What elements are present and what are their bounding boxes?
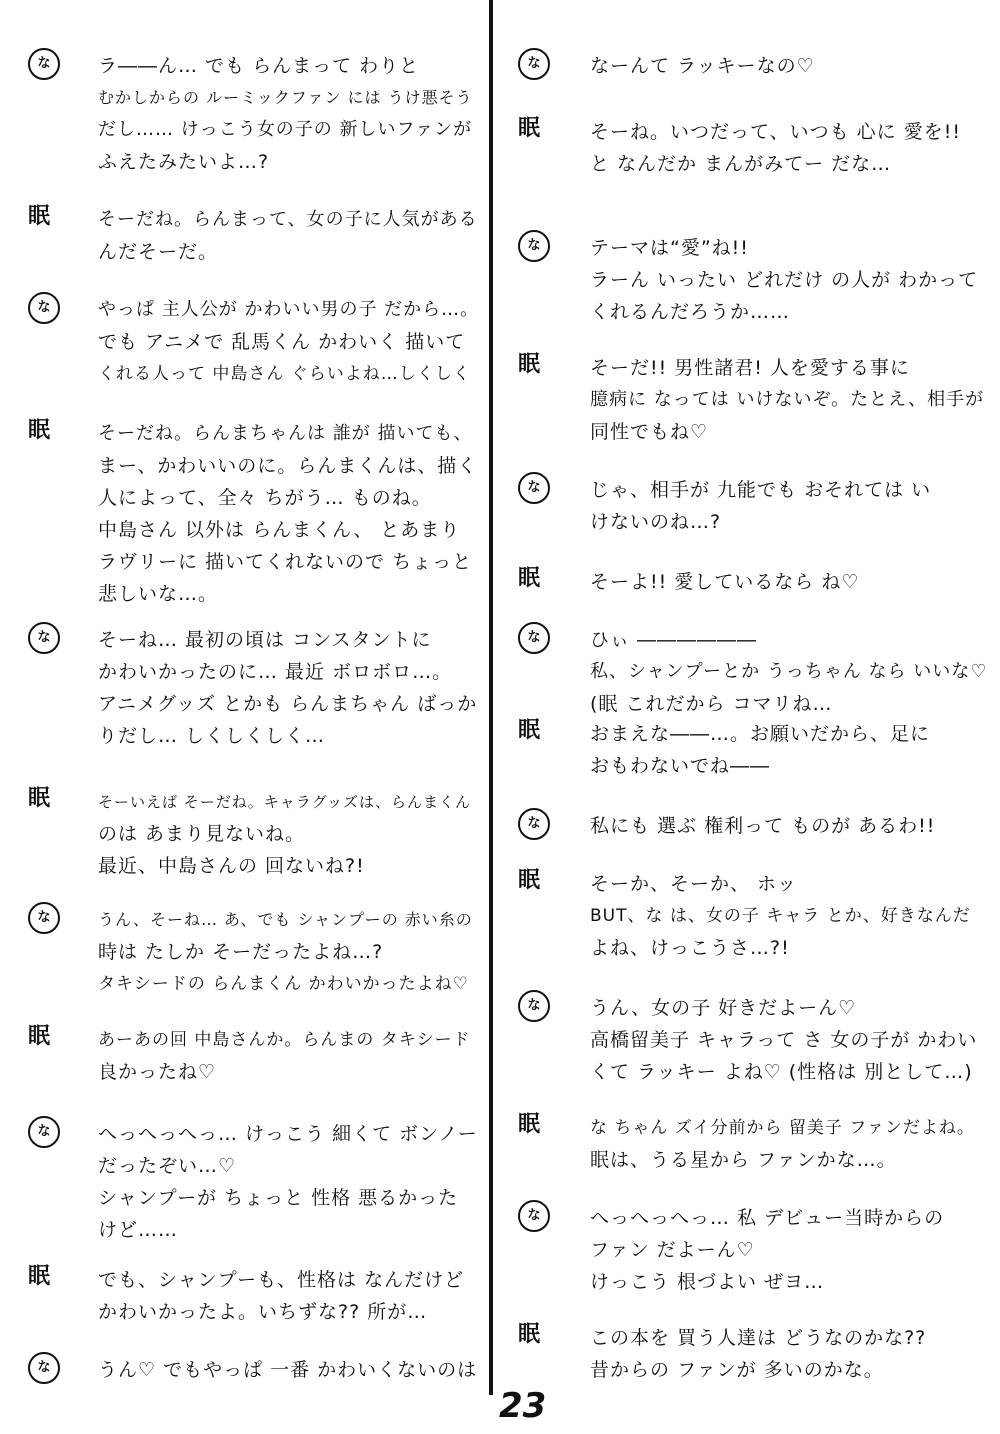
dialogue-line: シャンプーが ちょっと 性格 悪るかった [98, 1187, 459, 1209]
dialogue-line: 人によって、全々 ちがう… ものね。 [98, 487, 432, 509]
dialogue-line: 私にも 選ぶ 権利って ものが あるわ!! [590, 815, 936, 837]
page-number: 23 [499, 1386, 547, 1426]
speaker-mark: な [518, 1200, 550, 1232]
dialogue-line: けっこう 根づよい ぜヨ… [590, 1271, 825, 1293]
speaker-mark: 眠 [518, 566, 541, 591]
speaker-mark: な [28, 1116, 60, 1148]
dialogue-line: ファン だよーん♡ [590, 1239, 755, 1261]
dialogue-lines [98, 50, 480, 178]
dialogue-lines [590, 50, 988, 82]
dialogue-line: 同性でもね♡ [590, 421, 709, 443]
dialogue-line: 時は たしか そーだったよね…? [98, 941, 384, 963]
speaker-mark: 眠 [518, 352, 541, 377]
dialogue-lines [590, 810, 988, 842]
dialogue-line: BUT、な は、女の子 キャラ とか、好きなんだ [590, 906, 971, 926]
dialogue-line: 臆病に なっては いけないぞ。たとえ、相手が [590, 389, 985, 410]
dialogue-line: 最近、中島さんの 回ないね?! [98, 855, 365, 877]
dialogue-lines [98, 418, 480, 610]
speaker-mark: 眠 [518, 1112, 541, 1137]
dialogue-line: な ちゃん ズイ分前から 留美子 ファンだよね。 [590, 1118, 975, 1138]
dialogue-line: 私、シャンプーとか うっちゃん なら いいな♡ [590, 661, 988, 682]
speaker-mark: 眠 [28, 786, 51, 811]
dialogue-line: だったぞい…♡ [98, 1155, 237, 1177]
dialogue-line: けないのね…? [590, 511, 722, 533]
dialogue-line: だし…… けっこう女の子の 新しいファンが [98, 119, 473, 140]
dialogue-lines [98, 294, 480, 390]
dialogue-line: やっぱ 主人公が かわいい男の子 だから…。 [98, 299, 480, 320]
dialogue-line: テーマは“愛”ね!! [590, 237, 749, 259]
dialogue-line: かわいかったのに… 最近 ボロボロ…。 [98, 661, 453, 683]
dialogue-lines [590, 474, 988, 538]
dialogue-line: よね、けっこうさ…?! [590, 937, 790, 959]
speaker-mark: 眠 [28, 1024, 51, 1049]
dialogue-line: なーんて ラッキーなの♡ [590, 55, 815, 77]
dialogue-lines [98, 786, 480, 882]
dialogue-line: ラーん いったい どれだけ の人が わかって [590, 269, 979, 291]
speaker-mark: 眠 [518, 718, 541, 743]
dialogue-line: でも アニメで 乱馬くん かわいく 描いて [98, 331, 466, 353]
dialogue-lines [590, 1112, 988, 1176]
speaker-mark: な [518, 622, 550, 654]
dialogue-lines [590, 1322, 988, 1386]
dialogue-line: けど…… [98, 1219, 179, 1241]
dialogue-lines [590, 868, 988, 964]
dialogue-line: くて ラッキー よね♡ (性格は 別として…) [590, 1061, 973, 1083]
speaker-mark: 眠 [518, 868, 541, 893]
speaker-mark: な [518, 230, 550, 262]
dialogue-lines [98, 1118, 480, 1246]
dialogue-line: へっへっへっ… 私 デビュー当時からの [590, 1207, 945, 1229]
dialogue-line: 昔からの ファンが 多いのかな。 [590, 1359, 884, 1381]
speaker-mark: 眠 [28, 204, 51, 229]
dialogue-line: (眠 これだから コマリね… [590, 693, 833, 715]
speaker-mark: な [518, 808, 550, 840]
dialogue-line: タキシードの らんまくん かわいかったよね♡ [98, 974, 469, 994]
dialogue-line: そーね… 最初の頃は コンスタントに [98, 629, 432, 651]
speaker-mark: な [518, 472, 550, 504]
speaker-mark: 眠 [518, 1322, 541, 1347]
speaker-mark: 眠 [28, 1264, 51, 1289]
speaker-mark: な [28, 622, 60, 654]
speaker-mark: な [28, 292, 60, 324]
column-divider [489, 0, 493, 1395]
dialogue-line: そーだね。らんまちゃんは 誰が 描いても、 [98, 423, 473, 444]
dialogue-line: この本を 買う人達は どうなのかな?? [590, 1327, 927, 1349]
dialogue-lines [590, 1202, 988, 1298]
dialogue-line: ラ――ん… でも らんまって わりと [98, 55, 420, 77]
speaker-mark: な [518, 48, 550, 80]
dialogue-lines [590, 624, 988, 720]
dialogue-line: でも、シャンプーも、性格は なんだけど [98, 1269, 465, 1291]
dialogue-lines [98, 1354, 480, 1386]
dialogue-line: うん♡ でもやっぱ 一番 かわいくないのは [98, 1359, 478, 1381]
dialogue-line: そーよ!! 愛しているなら ね♡ [590, 571, 860, 593]
dialogue-lines [98, 904, 480, 1000]
dialogue-line: むかしからの ルーミックファン には うけ悪そう [98, 88, 473, 107]
speaker-mark: 眠 [28, 418, 51, 443]
dialogue-line: まー、かわいいのに。らんまくんは、描く [98, 455, 478, 477]
dialogue-line: のは あまり見ないね。 [98, 823, 306, 845]
dialogue-line: そーか、そーか、 ホッ [590, 873, 798, 895]
dialogue-lines [98, 1024, 480, 1088]
dialogue-lines [590, 992, 988, 1088]
dialogue-line: りだし… しくしくしく… [98, 725, 326, 747]
dialogue-lines [590, 116, 988, 180]
speaker-mark: な [28, 48, 60, 80]
dialogue-line: おまえな――…。お願いだから、足に [590, 723, 931, 745]
dialogue-lines [98, 624, 480, 752]
dialogue-line: へっへっへっ… けっこう 細くて ボンノー [98, 1123, 478, 1145]
dialogue-line: そーね。いつだって、いつも 心に 愛を!! [590, 121, 961, 143]
dialogue-line: かわいかったよ。いちずな?? 所が… [98, 1301, 428, 1323]
speaker-mark: な [28, 902, 60, 934]
dialogue-lines [590, 352, 988, 448]
dialogue-line: 良かったね♡ [98, 1061, 217, 1083]
dialogue-line: 悲しいな…。 [98, 583, 219, 605]
dialogue-line: ひぃ ―――――― [590, 629, 758, 651]
dialogue-lines [590, 718, 988, 782]
dialogue-lines [590, 566, 988, 598]
dialogue-line: と なんだか まんがみてー だな… [590, 153, 892, 175]
dialogue-line: んだそーだ。 [98, 241, 219, 263]
dialogue-line: くれるんだろうか…… [590, 301, 791, 323]
dialogue-line: 中島さん 以外は らんまくん、 とあまり [98, 519, 461, 541]
dialogue-line: アニメグッズ とかも らんまちゃん ばっか [98, 693, 478, 715]
dialogue-line: ふえたみたいよ…? [98, 151, 270, 173]
dialogue-lines [590, 232, 988, 328]
dialogue-line: あーあの回 中島さんか。らんまの タキシード [98, 1030, 471, 1050]
dialogue-lines [98, 1264, 480, 1328]
dialogue-line: おもわないでね―― [590, 755, 771, 777]
dialogue-line: そーだね。らんまって、女の子に人気がある [98, 209, 478, 230]
dialogue-line: うん、そーね… あ、でも シャンプーの 赤い糸の [98, 910, 473, 929]
dialogue-line: そーいえば そーだね。キャラグッズは、らんまくん [98, 793, 472, 811]
dialogue-line: ラヴリーに 描いてくれないので ちょっと [98, 551, 473, 573]
dialogue-lines [98, 204, 480, 268]
speaker-mark: 眠 [518, 116, 541, 141]
dialogue-line: そーだ!! 男性諸君! 人を愛する事に [590, 357, 910, 379]
dialogue-line: じゃ、相手が 九能でも おそれては い [590, 479, 932, 501]
dialogue-line: 眠は、うる星から ファンかな…。 [590, 1149, 897, 1171]
speaker-mark: な [518, 990, 550, 1022]
speaker-mark: な [28, 1352, 60, 1384]
dialogue-line: くれる人って 中島さん ぐらいよね…しくしく [98, 364, 471, 384]
dialogue-line: 高橋留美子 キャラって さ 女の子が かわい [590, 1029, 978, 1051]
dialogue-line: うん、女の子 好きだよーん♡ [590, 997, 857, 1019]
